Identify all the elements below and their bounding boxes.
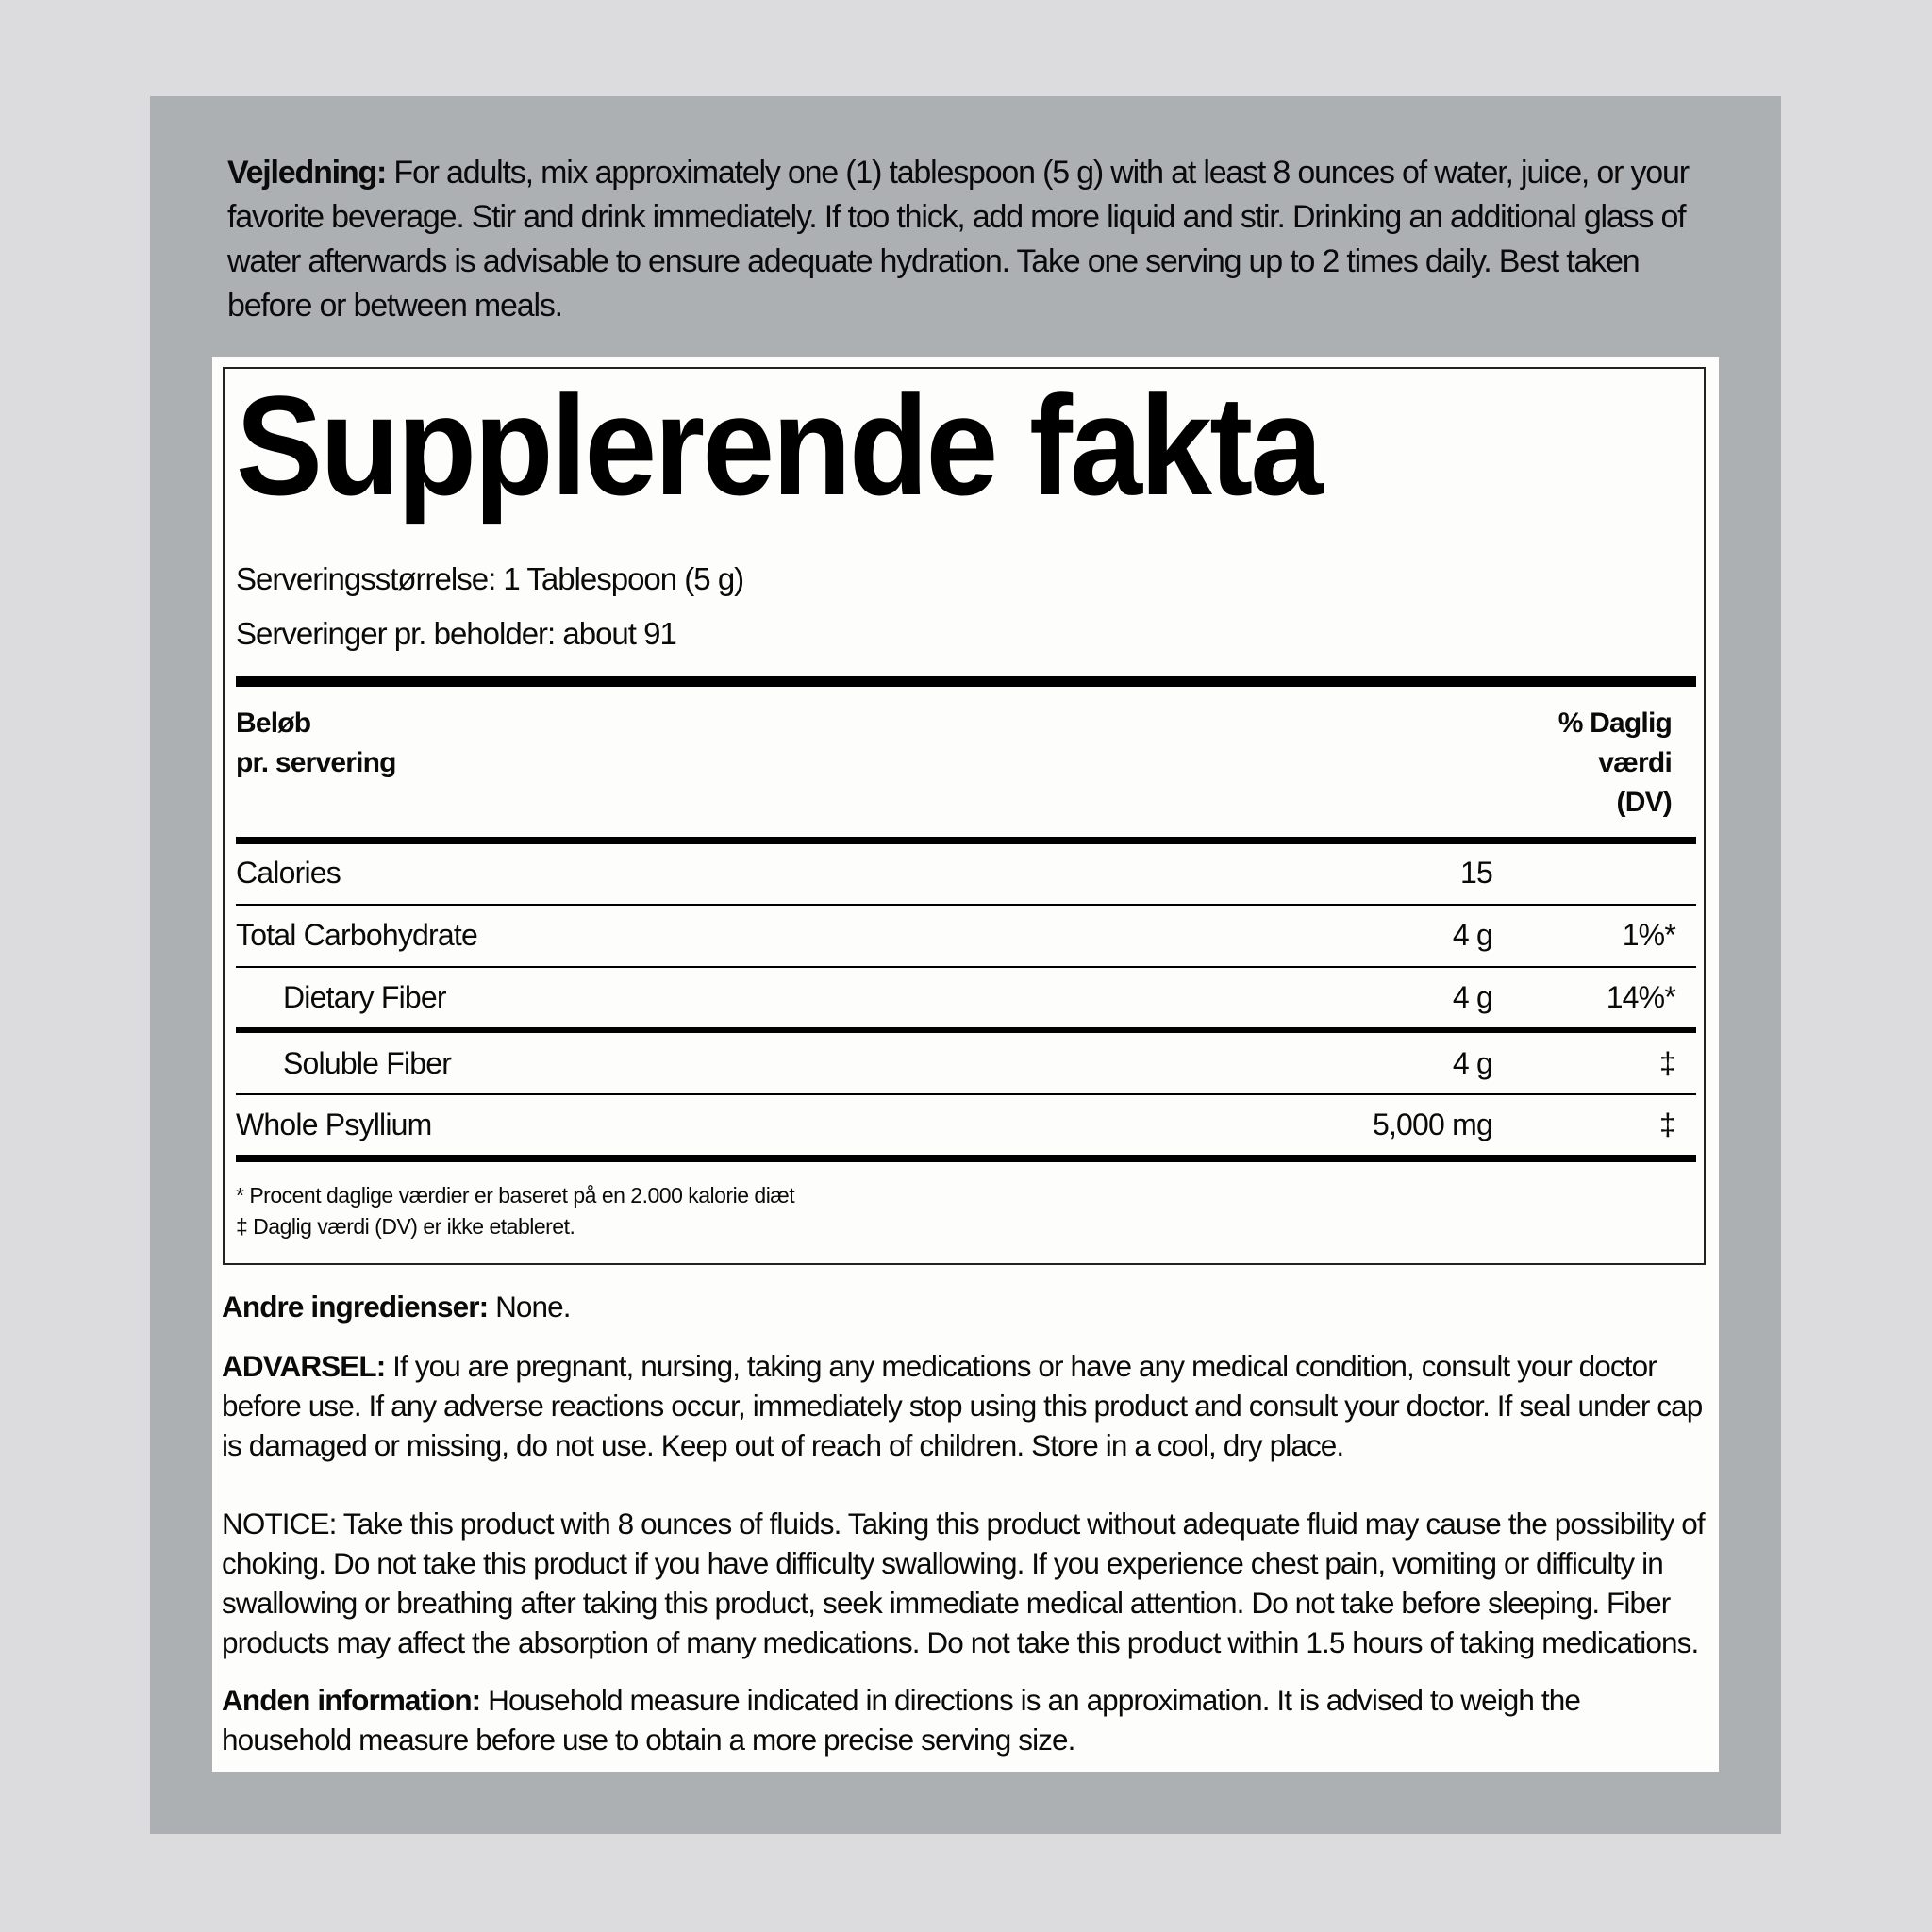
header-right-line: % Daglig <box>1557 708 1672 739</box>
notice-text: NOTICE: Take this product with 8 ounces of fluids. Taking this product without adequate fluid may cause the possibility of choking. Do not take this product if you have difficulty swallowing. If you experience chest pain, vomiting or difficulty in swallowing or breathing after taking this product, seek immediate medical attention. Do not take before sleeping. Fiber products may affect the absorption of many medications. Do not take this product within 1.5 hours of taking medications. <box>222 1507 1705 1659</box>
nutrient-amount: 4 g <box>1452 1046 1492 1080</box>
header-left-line: pr. servering <box>236 747 396 778</box>
supplement-facts-box <box>223 367 1706 1265</box>
facts-title: Supplerende fakta <box>236 366 1321 525</box>
nutrient-amount: 5,000 mg <box>1372 1108 1492 1141</box>
directions-body: For adults, mix approximately one (1) tablespoon (5 g) with at least 8 ounces of water, juice, or your favorite beverage. Stir and drink immediately. If too thick, add more liquid and stir. Drinking an additional glass of water afterwards is advisable to ensure adequate hydration. Take one serving up to 2 times daily. Best taken before or between meals. <box>227 155 1689 324</box>
nutrient-dv: ‡ <box>1659 1108 1675 1141</box>
facts-row-total-carbohydrate <box>236 905 1696 965</box>
facts-row-soluble-fiber <box>236 1033 1696 1093</box>
other-ingredients-label: Andre ingredienser: <box>222 1290 489 1324</box>
other-ingredients-text: None. <box>488 1290 571 1324</box>
servings-per-container: Serveringer pr. beholder: about 91 <box>236 616 676 651</box>
other-ingredients <box>222 1287 1712 1326</box>
amount-per-serving-header <box>236 704 396 783</box>
nutrient-amount: 4 g <box>1452 918 1492 952</box>
nutrient-name: Calories <box>236 856 341 890</box>
nutrient-dv: 14%* <box>1606 980 1675 1014</box>
nutrient-name: Whole Psyllium <box>236 1108 432 1141</box>
nutrient-dv: 1%* <box>1622 918 1675 952</box>
header-left-line: Beløb <box>236 708 311 739</box>
header-right-line: værdi <box>1598 747 1672 778</box>
thick-divider <box>236 1155 1696 1162</box>
directions-text <box>227 151 1718 328</box>
nutrient-name: Dietary Fiber <box>283 980 446 1014</box>
other-information <box>222 1680 1712 1759</box>
daily-value-header <box>1558 704 1672 823</box>
footnote-dv-not-established: ‡ Daglig værdi (DV) er ikke etableret. <box>236 1214 575 1239</box>
facts-row-calories <box>236 842 1696 903</box>
facts-row-dietary-fiber <box>236 967 1696 1027</box>
nutrient-amount: 15 <box>1460 856 1492 890</box>
footnote-percent-dv: * Procent daglige værdier er baseret på en 2.000 kalorie diæt <box>236 1183 795 1208</box>
warning-label: ADVARSEL: <box>222 1349 386 1383</box>
facts-row-whole-psyllium <box>236 1094 1696 1155</box>
serving-size: Serveringsstørrelse: 1 Tablespoon (5 g) <box>236 561 744 596</box>
directions-label: Vejledning: <box>227 155 387 191</box>
other-information-text: Household measure indicated in directions is an approximation. It is advised to weigh the household measure before use to obtain a more precise serving size. <box>222 1683 1580 1757</box>
nutrient-amount: 4 g <box>1452 980 1492 1014</box>
nutrient-name: Total Carbohydrate <box>236 918 477 952</box>
other-information-label: Anden information: <box>222 1683 481 1717</box>
thick-divider <box>236 676 1696 687</box>
nutrient-name: Soluble Fiber <box>283 1046 452 1080</box>
nutrient-dv: ‡ <box>1659 1046 1675 1080</box>
warning-body: If you are pregnant, nursing, taking any medications or have any medical condition, consult your doctor before use. If any adverse reactions occur, immediately stop using this product and consult your doctor. If seal under cap is damaged or missing, do not use. Keep out of reach of children. Store in a cool, dry place. <box>222 1349 1703 1462</box>
warning-text <box>222 1346 1712 1465</box>
header-right-line: (DV) <box>1616 787 1672 818</box>
